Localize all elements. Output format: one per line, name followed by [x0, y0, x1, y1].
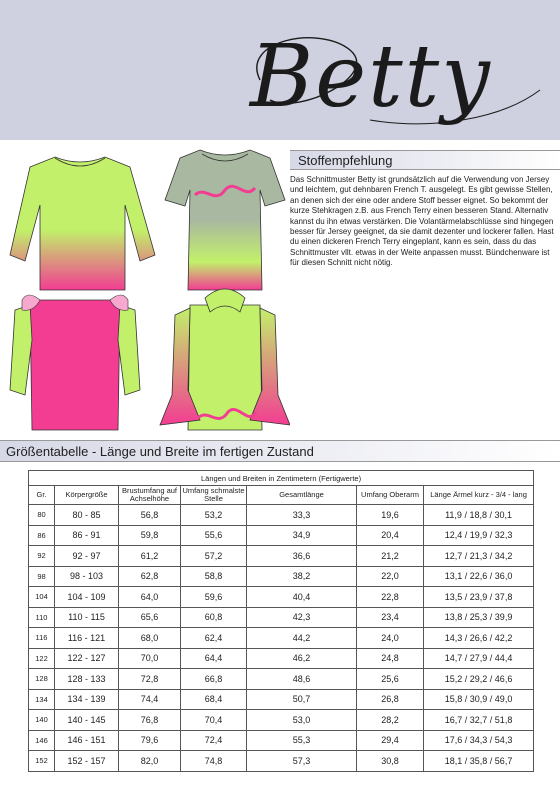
table-cell: 79,6	[119, 730, 181, 751]
table-cell: 53,0	[247, 710, 357, 731]
shirt-bell-sleeve	[160, 289, 290, 430]
table-cell: 15,2 / 29,2 / 46,6	[424, 669, 534, 690]
table-cell: 128 - 133	[55, 669, 119, 690]
table-cell: 146 - 151	[55, 730, 119, 751]
table-row	[29, 566, 534, 587]
table-row	[29, 730, 534, 751]
table-cell: 15,8 / 30,9 / 49,0	[424, 689, 534, 710]
table-cell: 59,6	[181, 587, 247, 608]
header-cell: Körpergröße	[55, 486, 119, 505]
table-cell: 80 - 85	[55, 505, 119, 526]
table-cell: 13,1 / 22,6 / 36,0	[424, 566, 534, 587]
table-cell: 13,8 / 25,3 / 39,9	[424, 607, 534, 628]
table-cell: 98 - 103	[55, 566, 119, 587]
table-row	[29, 607, 534, 628]
header-cell: Brustumfang auf Achselhöhe	[119, 486, 181, 505]
table-cell: 22,8	[357, 587, 424, 608]
table-cell: 68,4	[181, 689, 247, 710]
table-cell: 42,3	[247, 607, 357, 628]
size-cell: 116	[29, 628, 55, 649]
table-row	[29, 669, 534, 690]
table-cell: 72,8	[119, 669, 181, 690]
table-cell: 122 - 127	[55, 648, 119, 669]
size-cell: 104	[29, 587, 55, 608]
table-cell: 62,8	[119, 566, 181, 587]
table-caption-row	[29, 471, 534, 486]
table-cell: 14,3 / 26,6 / 42,2	[424, 628, 534, 649]
table-cell: 44,2	[247, 628, 357, 649]
table-cell: 82,0	[119, 751, 181, 772]
fabric-recommendation-text: Das Schnittmuster Betty ist grundsätzlich auf die Verwendung von Jersey und leichtem, gut dehnbaren French T. ausgelegt. Es gibt gewisse Stellen, an denen sich der eine oder andere Stoff besser eignet. So bekommt der kurze Stehkragen z.B. aus French Terry einen besseren Stand. Alternativ kannst du ihn etwas verstärken. Die Volantärmelabschlüsse sind hingegen besser für Jersey geeignet, da sie damit dezenter und lockerer fallen. Hast du einen dickeren French Terry eingeplant, kann es sein, dass du das Schnittmuster vllt. etwas in der Weite anpassen musst. Bündchenware ist für diesen Schnitt nicht nötig.	[290, 175, 554, 268]
table-cell: 29,4	[357, 730, 424, 751]
table-cell: 36,6	[247, 546, 357, 567]
header-cell: Umfang Oberarm	[357, 486, 424, 505]
table-cell: 86 - 91	[55, 525, 119, 546]
table-cell: 62,4	[181, 628, 247, 649]
size-cell: 134	[29, 689, 55, 710]
table-cell: 11,9 / 18,8 / 30,1	[424, 505, 534, 526]
table-cell: 14,7 / 27,9 / 44,4	[424, 648, 534, 669]
table-cell: 65,6	[119, 607, 181, 628]
table-cell: 22,0	[357, 566, 424, 587]
table-cell: 50,7	[247, 689, 357, 710]
table-cell: 134 - 139	[55, 689, 119, 710]
size-cell: 128	[29, 669, 55, 690]
table-cell: 17,6 / 34,3 / 54,3	[424, 730, 534, 751]
shirt-illustrations	[0, 140, 290, 440]
size-cell: 152	[29, 751, 55, 772]
table-cell: 152 - 157	[55, 751, 119, 772]
table-cell: 58,8	[181, 566, 247, 587]
table-row	[29, 525, 534, 546]
table-cell: 25,6	[357, 669, 424, 690]
size-cell: 146	[29, 730, 55, 751]
table-cell: 26,8	[357, 689, 424, 710]
table-cell: 57,3	[247, 751, 357, 772]
table-cell: 60,8	[181, 607, 247, 628]
header-cell: Umfang schmalste Stelle	[182, 486, 245, 503]
table-cell: 110 - 115	[55, 607, 119, 628]
table-cell: 24,0	[357, 628, 424, 649]
table-cell: 140 - 145	[55, 710, 119, 731]
size-table	[28, 470, 534, 772]
table-cell: 46,2	[247, 648, 357, 669]
table-row	[29, 710, 534, 731]
table-row	[29, 628, 534, 649]
pattern-title: Betty	[250, 27, 492, 127]
table-row	[29, 546, 534, 567]
table-cell: 34,9	[247, 525, 357, 546]
table-cell: 55,6	[181, 525, 247, 546]
header-cell: Gr.	[29, 486, 55, 505]
table-cell: 72,4	[181, 730, 247, 751]
table-cell: 57,2	[181, 546, 247, 567]
table-cell: 64,4	[181, 648, 247, 669]
table-cell: 40,4	[247, 587, 357, 608]
table-cell: 19,6	[357, 505, 424, 526]
table-cell: 68,0	[119, 628, 181, 649]
table-cell: 66,8	[181, 669, 247, 690]
table-cell: 74,4	[119, 689, 181, 710]
table-cell: 33,3	[247, 505, 357, 526]
table-cell: 70,0	[119, 648, 181, 669]
size-cell: 122	[29, 648, 55, 669]
size-cell: 92	[29, 546, 55, 567]
table-body	[29, 505, 534, 772]
size-cell: 98	[29, 566, 55, 587]
table-cell: 74,8	[181, 751, 247, 772]
title-swash-decoration	[230, 20, 550, 140]
table-row	[29, 689, 534, 710]
table-cell: 116 - 121	[55, 628, 119, 649]
table-cell: 24,8	[357, 648, 424, 669]
table-cell: 70,4	[181, 710, 247, 731]
table-cell: 28,2	[357, 710, 424, 731]
table-cell: 92 - 97	[55, 546, 119, 567]
size-table-heading: Größentabelle - Länge und Breite im fertigen Zustand	[0, 440, 560, 462]
table-cell: 13,5 / 23,9 / 37,8	[424, 587, 534, 608]
fabric-recommendation-heading: Stoffempfehlung	[290, 150, 560, 170]
table-row	[29, 587, 534, 608]
table-caption: Längen und Breiten in Zentimetern (Fertigwerte)	[29, 471, 534, 486]
header-cell: Länge Ärmel kurz - 3/4 - lang	[424, 486, 534, 505]
size-cell: 86	[29, 525, 55, 546]
shirt-flutter-sleeve	[10, 295, 140, 430]
table-cell: 12,4 / 19,9 / 32,3	[424, 525, 534, 546]
table-row	[29, 751, 534, 772]
table-cell: 76,8	[119, 710, 181, 731]
table-cell: 12,7 / 21,3 / 34,2	[424, 546, 534, 567]
table-cell: 16,7 / 32,7 / 51,8	[424, 710, 534, 731]
size-cell: 80	[29, 505, 55, 526]
table-cell: 21,2	[357, 546, 424, 567]
table-cell: 23,4	[357, 607, 424, 628]
table-cell: 53,2	[181, 505, 247, 526]
table-cell: 20,4	[357, 525, 424, 546]
table-cell: 59,8	[119, 525, 181, 546]
table-cell: 64,0	[119, 587, 181, 608]
table-cell: 38,2	[247, 566, 357, 587]
size-cell: 140	[29, 710, 55, 731]
table-cell: 104 - 109	[55, 587, 119, 608]
size-cell: 110	[29, 607, 55, 628]
table-cell: 48,6	[247, 669, 357, 690]
table-cell: 61,2	[119, 546, 181, 567]
shirt-long-sleeve	[10, 157, 155, 290]
shirt-short-sleeve	[165, 150, 285, 290]
table-cell: 18,1 / 35,8 / 56,7	[424, 751, 534, 772]
header-cell: Gesamtlänge	[247, 486, 357, 505]
table-row	[29, 505, 534, 526]
table-cell: 55,3	[247, 730, 357, 751]
table-cell: 30,8	[357, 751, 424, 772]
table-header-row	[29, 486, 534, 505]
table-cell: 56,8	[119, 505, 181, 526]
table-row	[29, 648, 534, 669]
